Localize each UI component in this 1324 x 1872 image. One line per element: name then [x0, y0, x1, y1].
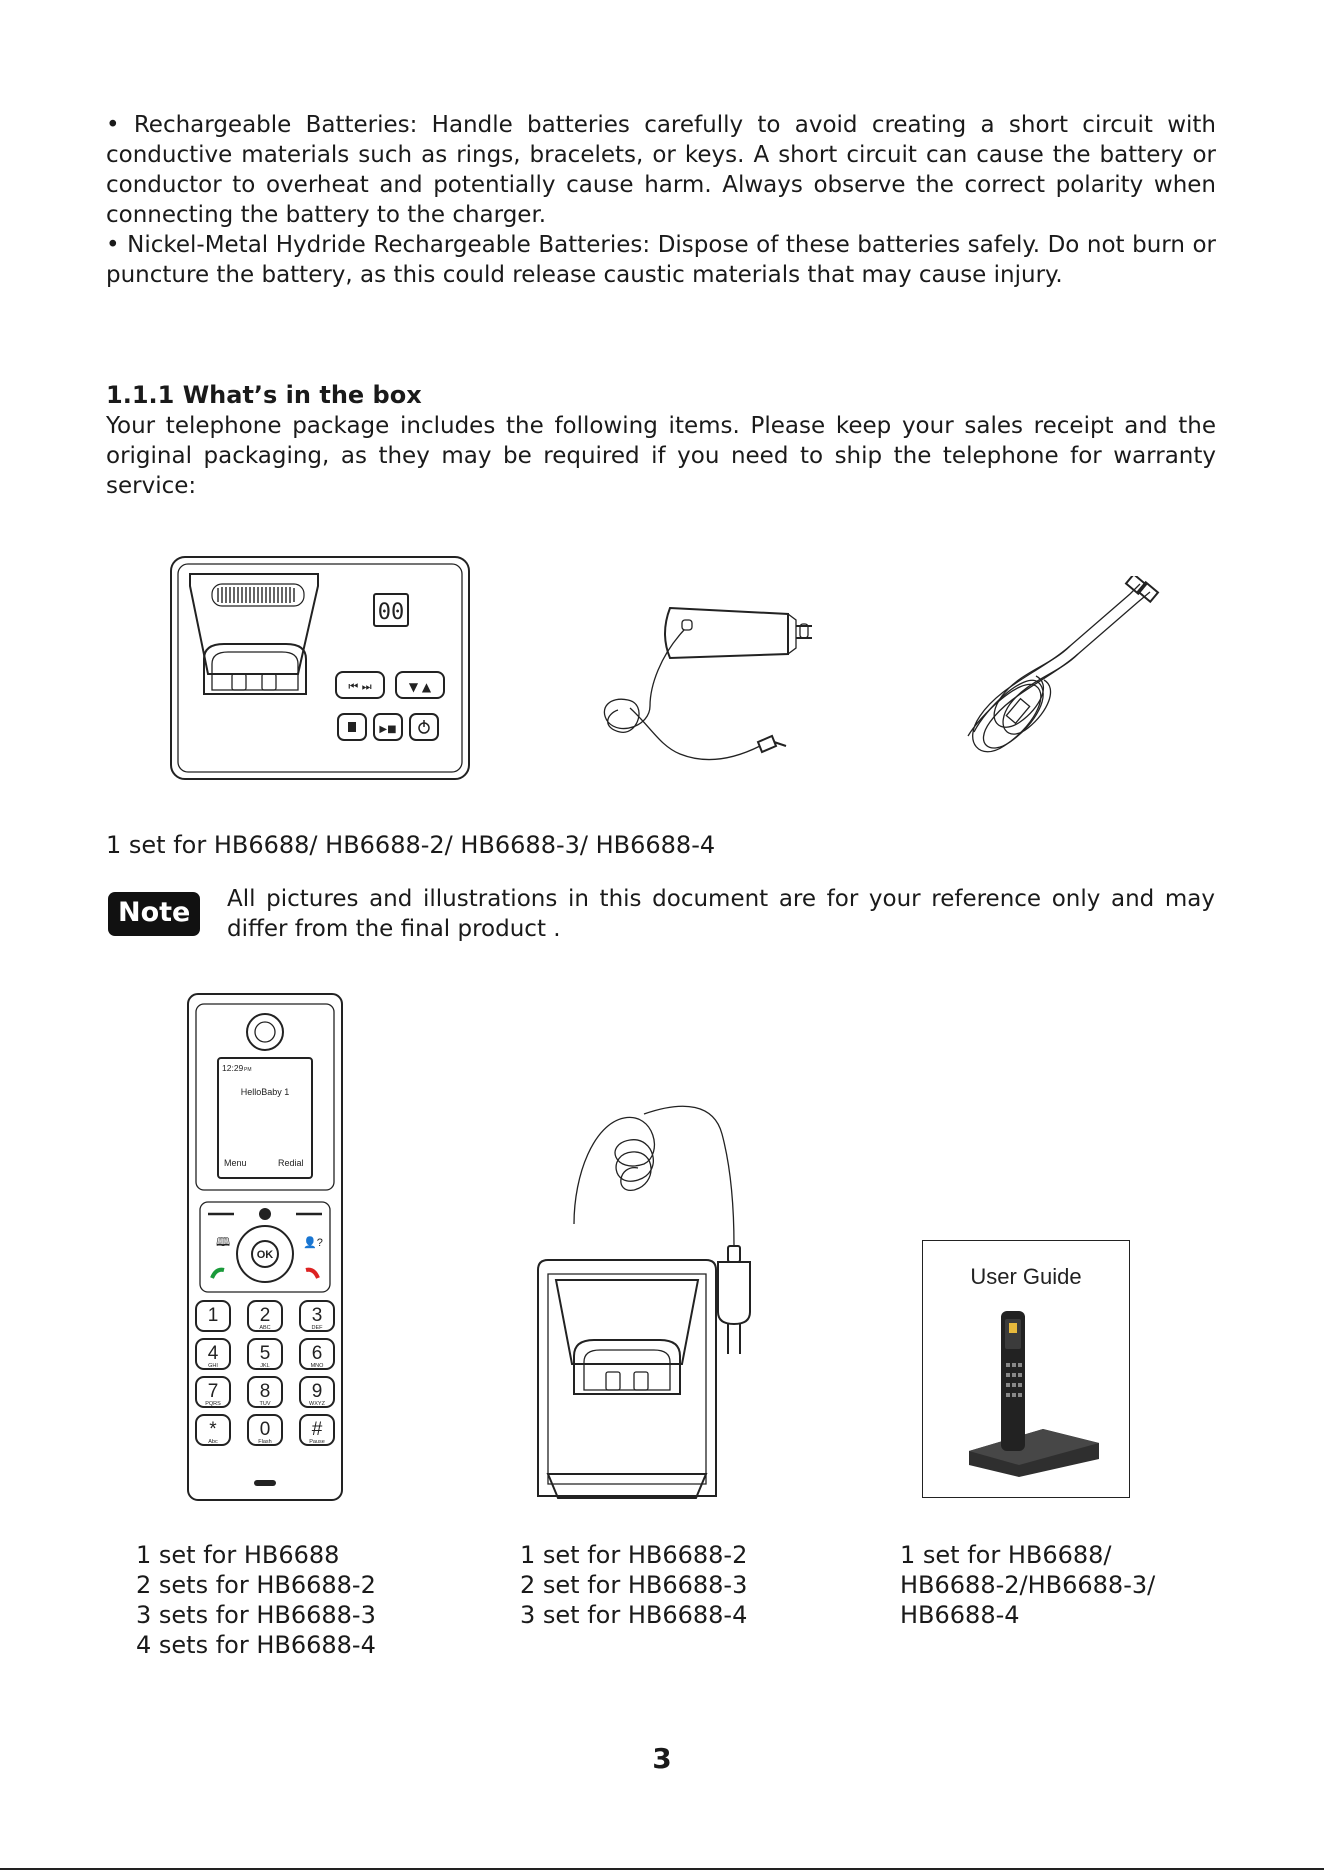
keypad-key-digit: #: [311, 1419, 323, 1440]
telephone-cord-illustration: [940, 576, 1160, 776]
handset-caption-line: 2 sets for HB6688-2: [136, 1571, 376, 1599]
keypad-key-letters: WXYZ: [309, 1401, 325, 1407]
keypad-key: [248, 1301, 282, 1331]
keypad: [196, 1301, 334, 1445]
softkey-right-label: Redial: [278, 1158, 304, 1168]
keypad-key-digit: 2: [259, 1305, 271, 1326]
keypad-key-letters: Abc: [208, 1439, 218, 1445]
keypad-key: [196, 1377, 230, 1407]
svg-text:▶■: ▶■: [379, 724, 397, 735]
guide-caption: [900, 1540, 1155, 1630]
keypad-key-letters: JKL: [260, 1363, 270, 1369]
softkey-left-label: Menu: [224, 1158, 247, 1168]
note-text: All pictures and illustrations in this document are for your reference only and may differ from the final product .: [227, 886, 1215, 942]
base-button-volume: [396, 672, 444, 698]
keypad-key: [196, 1301, 230, 1331]
power-adapter-illustration: [590, 596, 830, 786]
battery-safety-text: [106, 110, 1216, 290]
ok-key-label: OK: [256, 1249, 274, 1261]
base-button-power: [410, 714, 438, 740]
nimh-batteries-paragraph: • Nickel-Metal Hydride Rechargeable Batteries: Dispose of these batteries safely. Do not burn or puncture the battery, as this could release caustic materials that may cause injury.: [106, 232, 1216, 288]
charger-caption: [520, 1540, 747, 1630]
handset-caption-line: 4 sets for HB6688-4: [136, 1631, 376, 1659]
keypad-key: [248, 1377, 282, 1407]
note-badge: Note: [108, 892, 200, 936]
user-guide-card: [922, 1240, 1130, 1498]
guide-caption-line: 1 set for HB6688/: [900, 1541, 1112, 1569]
handset-caption-line: 1 set for HB6688: [136, 1541, 340, 1569]
charger-caption-line: 3 set for HB6688-4: [520, 1601, 748, 1629]
handset-caption-line: 3 sets for HB6688-3: [136, 1601, 376, 1629]
keypad-key-digit: 1: [207, 1305, 219, 1326]
base-button-delete: [338, 714, 366, 740]
base-button-skip: [336, 672, 384, 698]
svg-text:⏮ ⏭: ⏮ ⏭: [348, 680, 372, 693]
handset-ampm: PM: [244, 1067, 252, 1073]
keypad-key: [300, 1339, 334, 1369]
base-station-illustration: [168, 554, 473, 784]
keypad-key-digit: 9: [311, 1381, 323, 1402]
handset-illustration: [186, 990, 344, 1505]
keypad-key: [300, 1415, 334, 1445]
keypad-key-letters: ABC: [259, 1325, 271, 1331]
speaker-grille: [212, 584, 304, 606]
section-intro: Your telephone package includes the following items. Please keep your sales receipt and the original packaging, as they may be required if you need to ship the telephone for warranty service:: [106, 413, 1216, 499]
keypad-key-letters: Flash: [258, 1439, 272, 1445]
charger-caption-line: 1 set for HB6688-2: [520, 1541, 748, 1569]
keypad-key-digit: 6: [311, 1343, 323, 1364]
row1-caption: 1 set for HB6688/ HB6688-2/ HB6688-3/ HB6688-4: [106, 831, 716, 859]
handset-time: 12:29: [222, 1063, 244, 1073]
guide-caption-line: HB6688-4: [900, 1601, 1020, 1629]
bottom-rule: [0, 1868, 1324, 1870]
charger-illustration: [534, 1094, 794, 1504]
rechargeable-batteries-paragraph: • Rechargeable Batteries: Handle batteries carefully to avoid creating a short circuit with conductive materials such as rings, bracelets, or keys. A short circuit can cause the battery or conductor to overheat and potentially cause harm. Always observe the correct polarity when connecting the battery to the charger.: [106, 112, 1216, 228]
keypad-key-digit: 0: [259, 1419, 271, 1440]
keypad-key: [196, 1415, 230, 1445]
keypad-key-letters: MNO: [310, 1363, 324, 1369]
page-number: 3: [652, 1742, 672, 1775]
keypad-key-letters: DEF: [311, 1325, 323, 1331]
keypad-key-letters: Pause: [309, 1439, 325, 1445]
keypad-key: [300, 1377, 334, 1407]
keypad-key: [248, 1339, 282, 1369]
keypad-key: [196, 1339, 230, 1369]
call-red-icon: [306, 1270, 318, 1278]
phonebook-icon: 🕮: [216, 1235, 231, 1249]
handset-name: HelloBaby 1: [240, 1087, 290, 1097]
handset-caption: [136, 1540, 376, 1660]
keypad-key-letters: TUV: [259, 1401, 271, 1407]
keypad-key-digit: 7: [207, 1381, 219, 1402]
caller-id-icon: 👤?: [303, 1237, 323, 1249]
user-guide-title: User Guide: [970, 1264, 1082, 1289]
section-title: 1.1.1 What’s in the box: [106, 381, 422, 409]
call-green-icon: [212, 1270, 224, 1278]
base-display: 00: [377, 600, 405, 625]
charger-caption-line: 2 set for HB6688-3: [520, 1571, 748, 1599]
keypad-key: [248, 1415, 282, 1445]
keypad-key-digit: 8: [259, 1381, 271, 1402]
keypad-key-letters: PQRS: [205, 1401, 221, 1407]
user-guide-product-image: [923, 1293, 1131, 1493]
keypad-key-digit: 5: [259, 1343, 271, 1364]
keypad-key-digit: 4: [207, 1343, 219, 1364]
keypad-key-letters: GHI: [208, 1363, 218, 1369]
svg-text:▼ ▲: ▼ ▲: [408, 680, 432, 694]
base-button-play: [374, 714, 402, 740]
keypad-key-digit: 3: [311, 1305, 323, 1326]
guide-caption-line: HB6688-2/HB6688-3/: [900, 1571, 1156, 1599]
keypad-key: [300, 1301, 334, 1331]
keypad-key-digit: *: [209, 1419, 217, 1440]
